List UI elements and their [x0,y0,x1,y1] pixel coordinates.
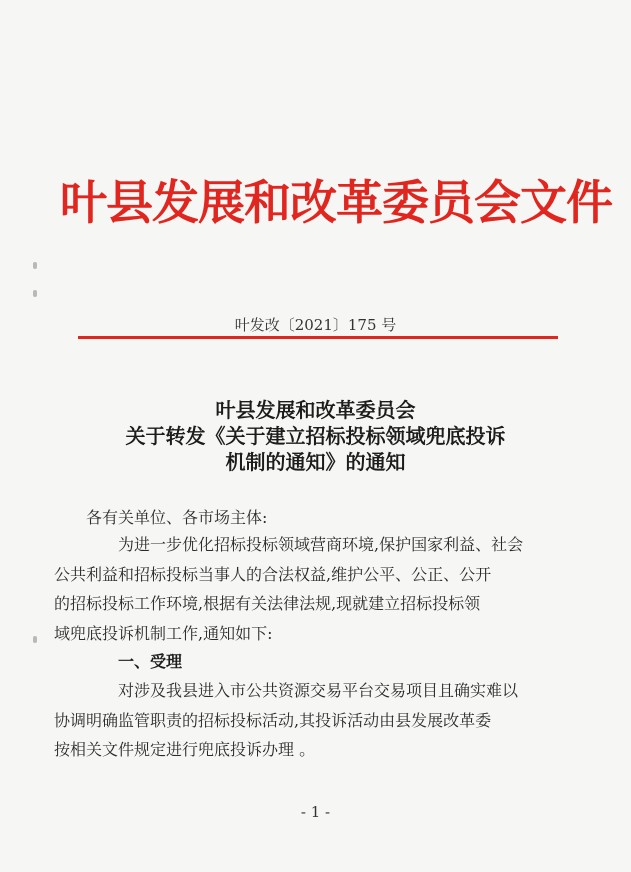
notice-title-line-1: 叶县发展和改革委员会 [215,398,416,422]
scan-mark [33,290,37,297]
addressee: 各有关单位、各市场主体: [86,508,268,527]
paragraph-line: 域兜底投诉机制工作,通知如下: [54,623,273,643]
page-number: - 1 - [300,803,331,821]
scan-mark [33,262,37,269]
paragraph-line: 的招标投标工作环境,根据有关法律法规,现就建立招标投标领 [54,594,481,613]
paragraph-2 [54,676,556,765]
paragraph-line: 公共利益和招标投标当事人的合法权益,维护公平、公正、公开 [54,564,492,584]
paragraph-line: 为进一步优化招标投标领域营商环境,保护国家利益、社会 [118,535,524,554]
notice-title-line-2: 关于转发《关于建立招标投标领域兜底投诉 [125,424,506,448]
notice-title-line-3: 机制的通知》的通知 [225,450,406,474]
scan-mark [33,636,37,643]
section-heading-accept: 一、受理 [118,652,183,671]
document-header-title: 叶县发展和改革委员会文件 [60,176,612,231]
paragraph-line: 对涉及我县进入市公共资源交易平台交易项目且确实难以 [118,681,519,700]
document-number: 叶发改〔2021〕175 号 [234,316,397,334]
paragraph-1 [54,530,556,648]
red-divider-line [78,336,558,339]
paragraph-line: 按相关文件规定进行兜底投诉办理 。 [54,740,316,759]
paragraph-line: 协调明确监管职责的招标投标活动,其投诉活动由县发展改革委 [54,710,492,730]
